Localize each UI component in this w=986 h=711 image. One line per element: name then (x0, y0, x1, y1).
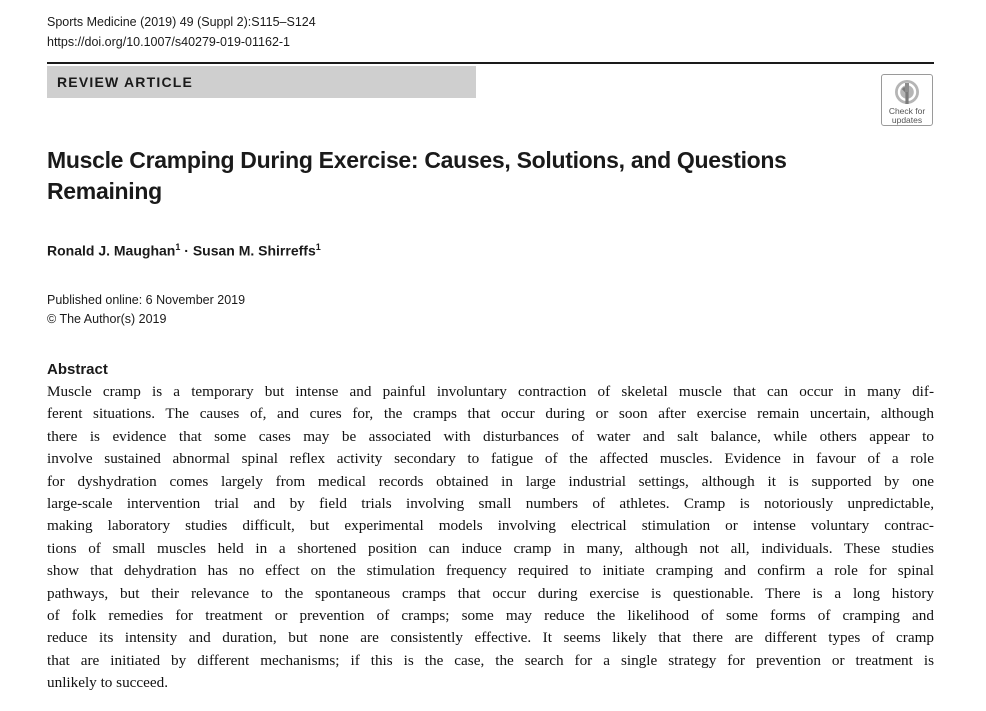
abstract-line: tions of small muscles held in a shortened position can induce cramp in many, although not all, individuals. These studies (47, 539, 934, 557)
abstract-line: Muscle cramp is a temporary but intense and painful involuntary contraction of skeletal muscle that can occur in many dif- (47, 383, 934, 400)
abstract-line: of folk remedies for treatment or prevention of cramps; some may reduce the likelihood of some forms of cramping and (47, 607, 934, 625)
abstract-line: unlikely to succeed. (47, 674, 169, 692)
copyright: © The Author(s) 2019 (47, 312, 167, 326)
title-line: Muscle Cramping During Exercise: Causes, Solutions, and Questions (47, 147, 787, 173)
abstract-body (47, 381, 934, 695)
author-name[interactable]: Ronald J. Maughan (47, 242, 176, 259)
abstract-line: large-scale intervention trial and by field trials involving small numbers of athletes. Cramp is notoriously unpredictable, (47, 495, 934, 513)
doi-link[interactable]: https://doi.org/10.1007/s40279-019-01162-1 (47, 35, 291, 49)
published-date: Published online: 6 November 2019 (47, 293, 246, 307)
publication-info (47, 291, 245, 329)
article-type-banner: REVIEW ARTICLE (47, 66, 476, 98)
badge-label-2: updates (891, 115, 923, 125)
author-separator: · (180, 242, 193, 259)
crossmark-icon (894, 79, 920, 105)
header-divider (47, 62, 934, 64)
abstract-line: making laboratory studies difficult, but experimental models involving electrical stimulation or intense voluntary contrac- (47, 517, 934, 535)
abstract-line: involve sustained abnormal spinal reflex activity secondary to fatigue of the affected muscles. Evidence in favour of a role (47, 450, 934, 468)
author-list (47, 237, 321, 261)
journal-citation: Sports Medicine (2019) 49 (Suppl 2):S115–S124 (47, 15, 316, 29)
author-affiliation: 1 (175, 242, 181, 252)
abstract-line: ferent situations. The causes of, and cures for, the cramps that occur during or soon after exercise remain uncertain, although (47, 405, 934, 423)
check-for-updates-button[interactable] (881, 74, 933, 126)
author-affiliation: 1 (315, 242, 321, 252)
article-title (47, 145, 907, 207)
abstract-line: there is evidence that some cases may be associated with disturbances of water and salt balance, while others appear to (47, 427, 934, 445)
abstract-line: show that dehydration has no effect on the stimulation frequency required to initiate cramping and confirm a role for spinal (47, 562, 934, 580)
title-line: Remaining (47, 178, 162, 204)
badge-label-1: Check for (888, 106, 926, 116)
author-name[interactable]: Susan M. Shirreffs (192, 242, 316, 259)
abstract-line: reduce its intensity and duration, but none are consistently effective. It seems likely that there are different types of cramp (47, 629, 934, 647)
journal-header (47, 12, 316, 52)
abstract-line: that are initiated by different mechanisms; if this is the case, the search for a single strategy for prevention or treatment is (47, 651, 934, 669)
abstract-line: pathways, but their relevance to the spontaneous cramps that occur during exercise is questionable. There is a long history (47, 584, 934, 602)
abstract-heading: Abstract (47, 361, 108, 378)
abstract-line: for dyshydration comes largely from medical records obtained in large industrial settings, although it is supported by one (47, 472, 934, 490)
